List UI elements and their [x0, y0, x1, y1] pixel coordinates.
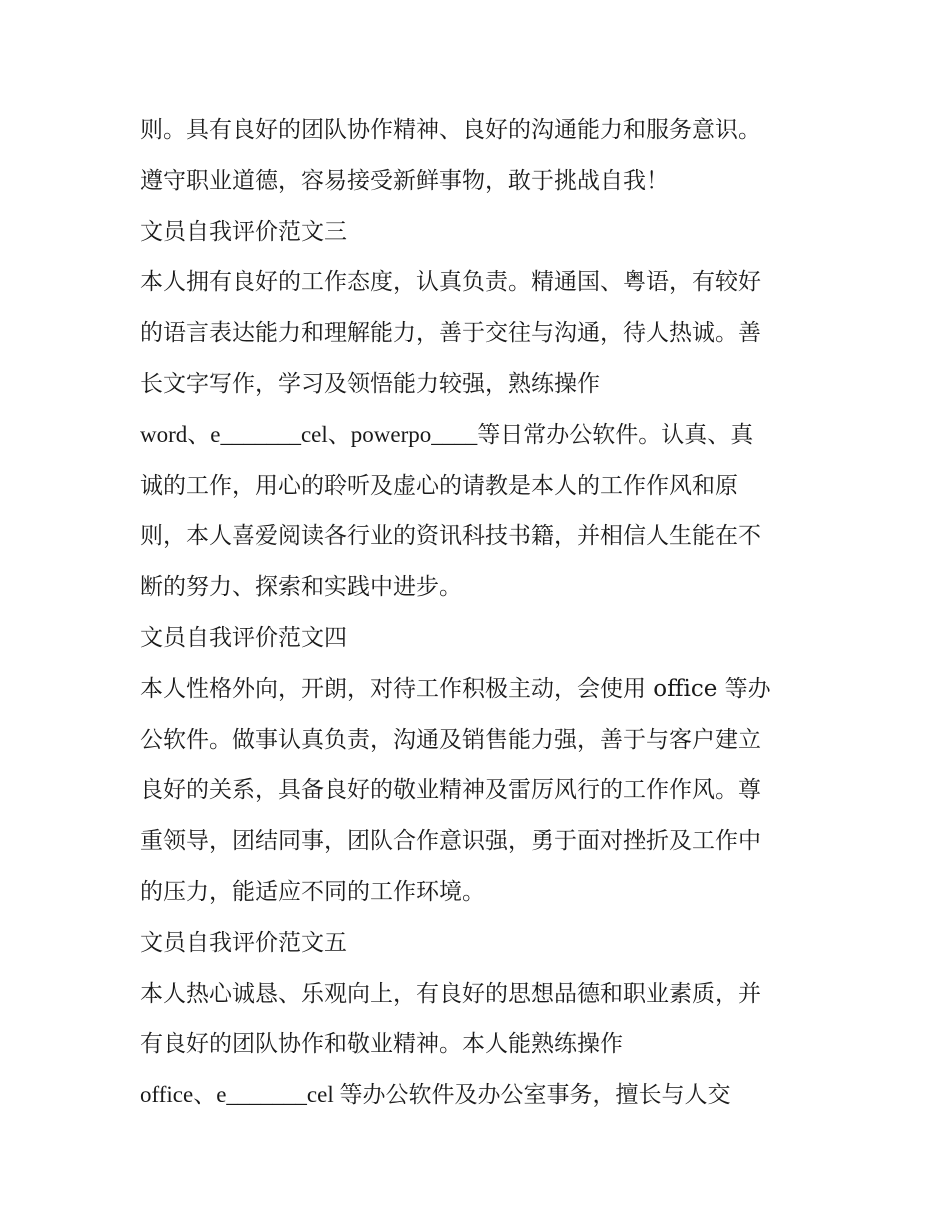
section-heading: 文员自我评价范文三	[140, 218, 347, 245]
paragraph-line: 遵守职业道德，容易接受新鲜事物，敢于挑战自我！	[140, 167, 669, 194]
paragraph-line: 重领导，团结同事，团队合作意识强，勇于面对挫折及工作中	[140, 828, 761, 855]
paragraph-line: 本人拥有良好的工作态度，认真负责。精通国、粤语，有较好	[140, 269, 761, 296]
paragraph-line: 有良好的团队协作和敬业精神。本人能熟练操作	[140, 1031, 623, 1058]
paragraph-line: word、e_______cel、powerpo____等日常办公软件。认真、真	[140, 421, 754, 447]
paragraph-line: 本人热心诚恳、乐观向上，有良好的思想品德和职业素质，并	[140, 980, 761, 1007]
paragraph-line: 长文字写作，学习及领悟能力较强，熟练操作	[140, 370, 600, 397]
paragraph-line: 公软件。做事认真负责，沟通及销售能力强，善于与客户建立	[140, 726, 761, 753]
paragraph-line: 本人性格外向，开朗，对待工作积极主动，会使用 office 等办	[140, 675, 771, 702]
section-heading: 文员自我评价范文四	[140, 624, 347, 651]
paragraph-line: 则。具有良好的团队协作精神、良好的沟通能力和服务意识。	[140, 117, 761, 143]
paragraph-line: 的压力，能适应不同的工作环境。	[140, 878, 485, 905]
section-heading: 文员自我评价范文五	[140, 929, 347, 956]
paragraph-line: 则，本人喜爱阅读各行业的资讯科技书籍，并相信人生能在不	[140, 523, 761, 550]
paragraph-line: 诚的工作，用心的聆听及虚心的请教是本人的工作作风和原	[140, 472, 738, 499]
paragraph-line: office、e_______cel 等办公软件及办公室事务，擅长与人交	[140, 1082, 731, 1108]
paragraph-line: 断的努力、探索和实践中进步。	[140, 574, 462, 601]
document-body	[140, 105, 820, 1121]
paragraph-line: 的语言表达能力和理解能力，善于交往与沟通，待人热诚。善	[140, 320, 761, 347]
paragraph-line: 良好的关系，具备良好的敬业精神及雷厉风行的工作作风。尊	[140, 777, 761, 804]
